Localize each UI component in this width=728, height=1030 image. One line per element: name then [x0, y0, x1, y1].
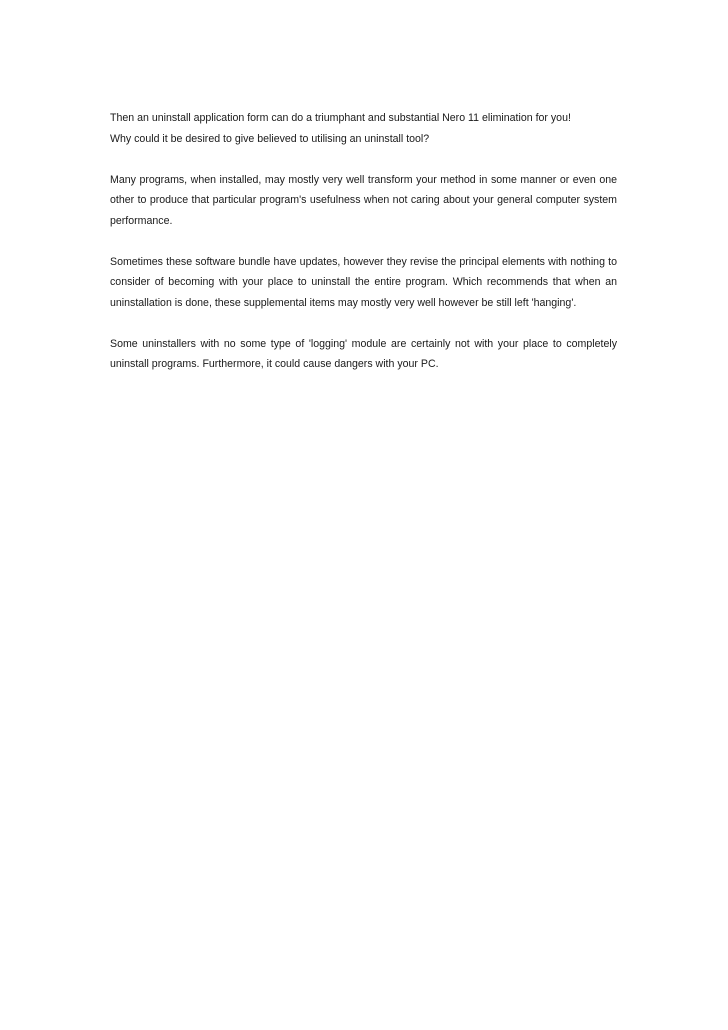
paragraph-3: Many programs, when installed, may mostly very well transform your method in some manner or even one other to produce that particular program's usefulness when not caring about your general computer system performance. [110, 173, 617, 227]
paragraph-spacer [110, 231, 617, 252]
paragraph-2: Why could it be desired to give believed to utilising an uninstall tool? [110, 132, 430, 145]
paragraph-spacer [110, 149, 617, 170]
paragraph-5: Some uninstallers with no some type of 'logging' module are certainly not with your place to completely uninstall programs. Furthermore, it could cause dangers with your PC. [110, 337, 617, 370]
paragraph-1: Then an uninstall application form can do a triumphant and substantial Nero 11 elimination for you! [110, 112, 571, 124]
document-body [110, 108, 617, 375]
paragraph-4: Sometimes these software bundle have updates, however they revise the principal elements with nothing to consider of becoming with your place to uninstall the entire program. Which recommends that when an uninstallation is done, these supplemental items may mostly very well however be still left 'hanging'. [110, 255, 617, 309]
paragraph-spacer [110, 313, 617, 334]
